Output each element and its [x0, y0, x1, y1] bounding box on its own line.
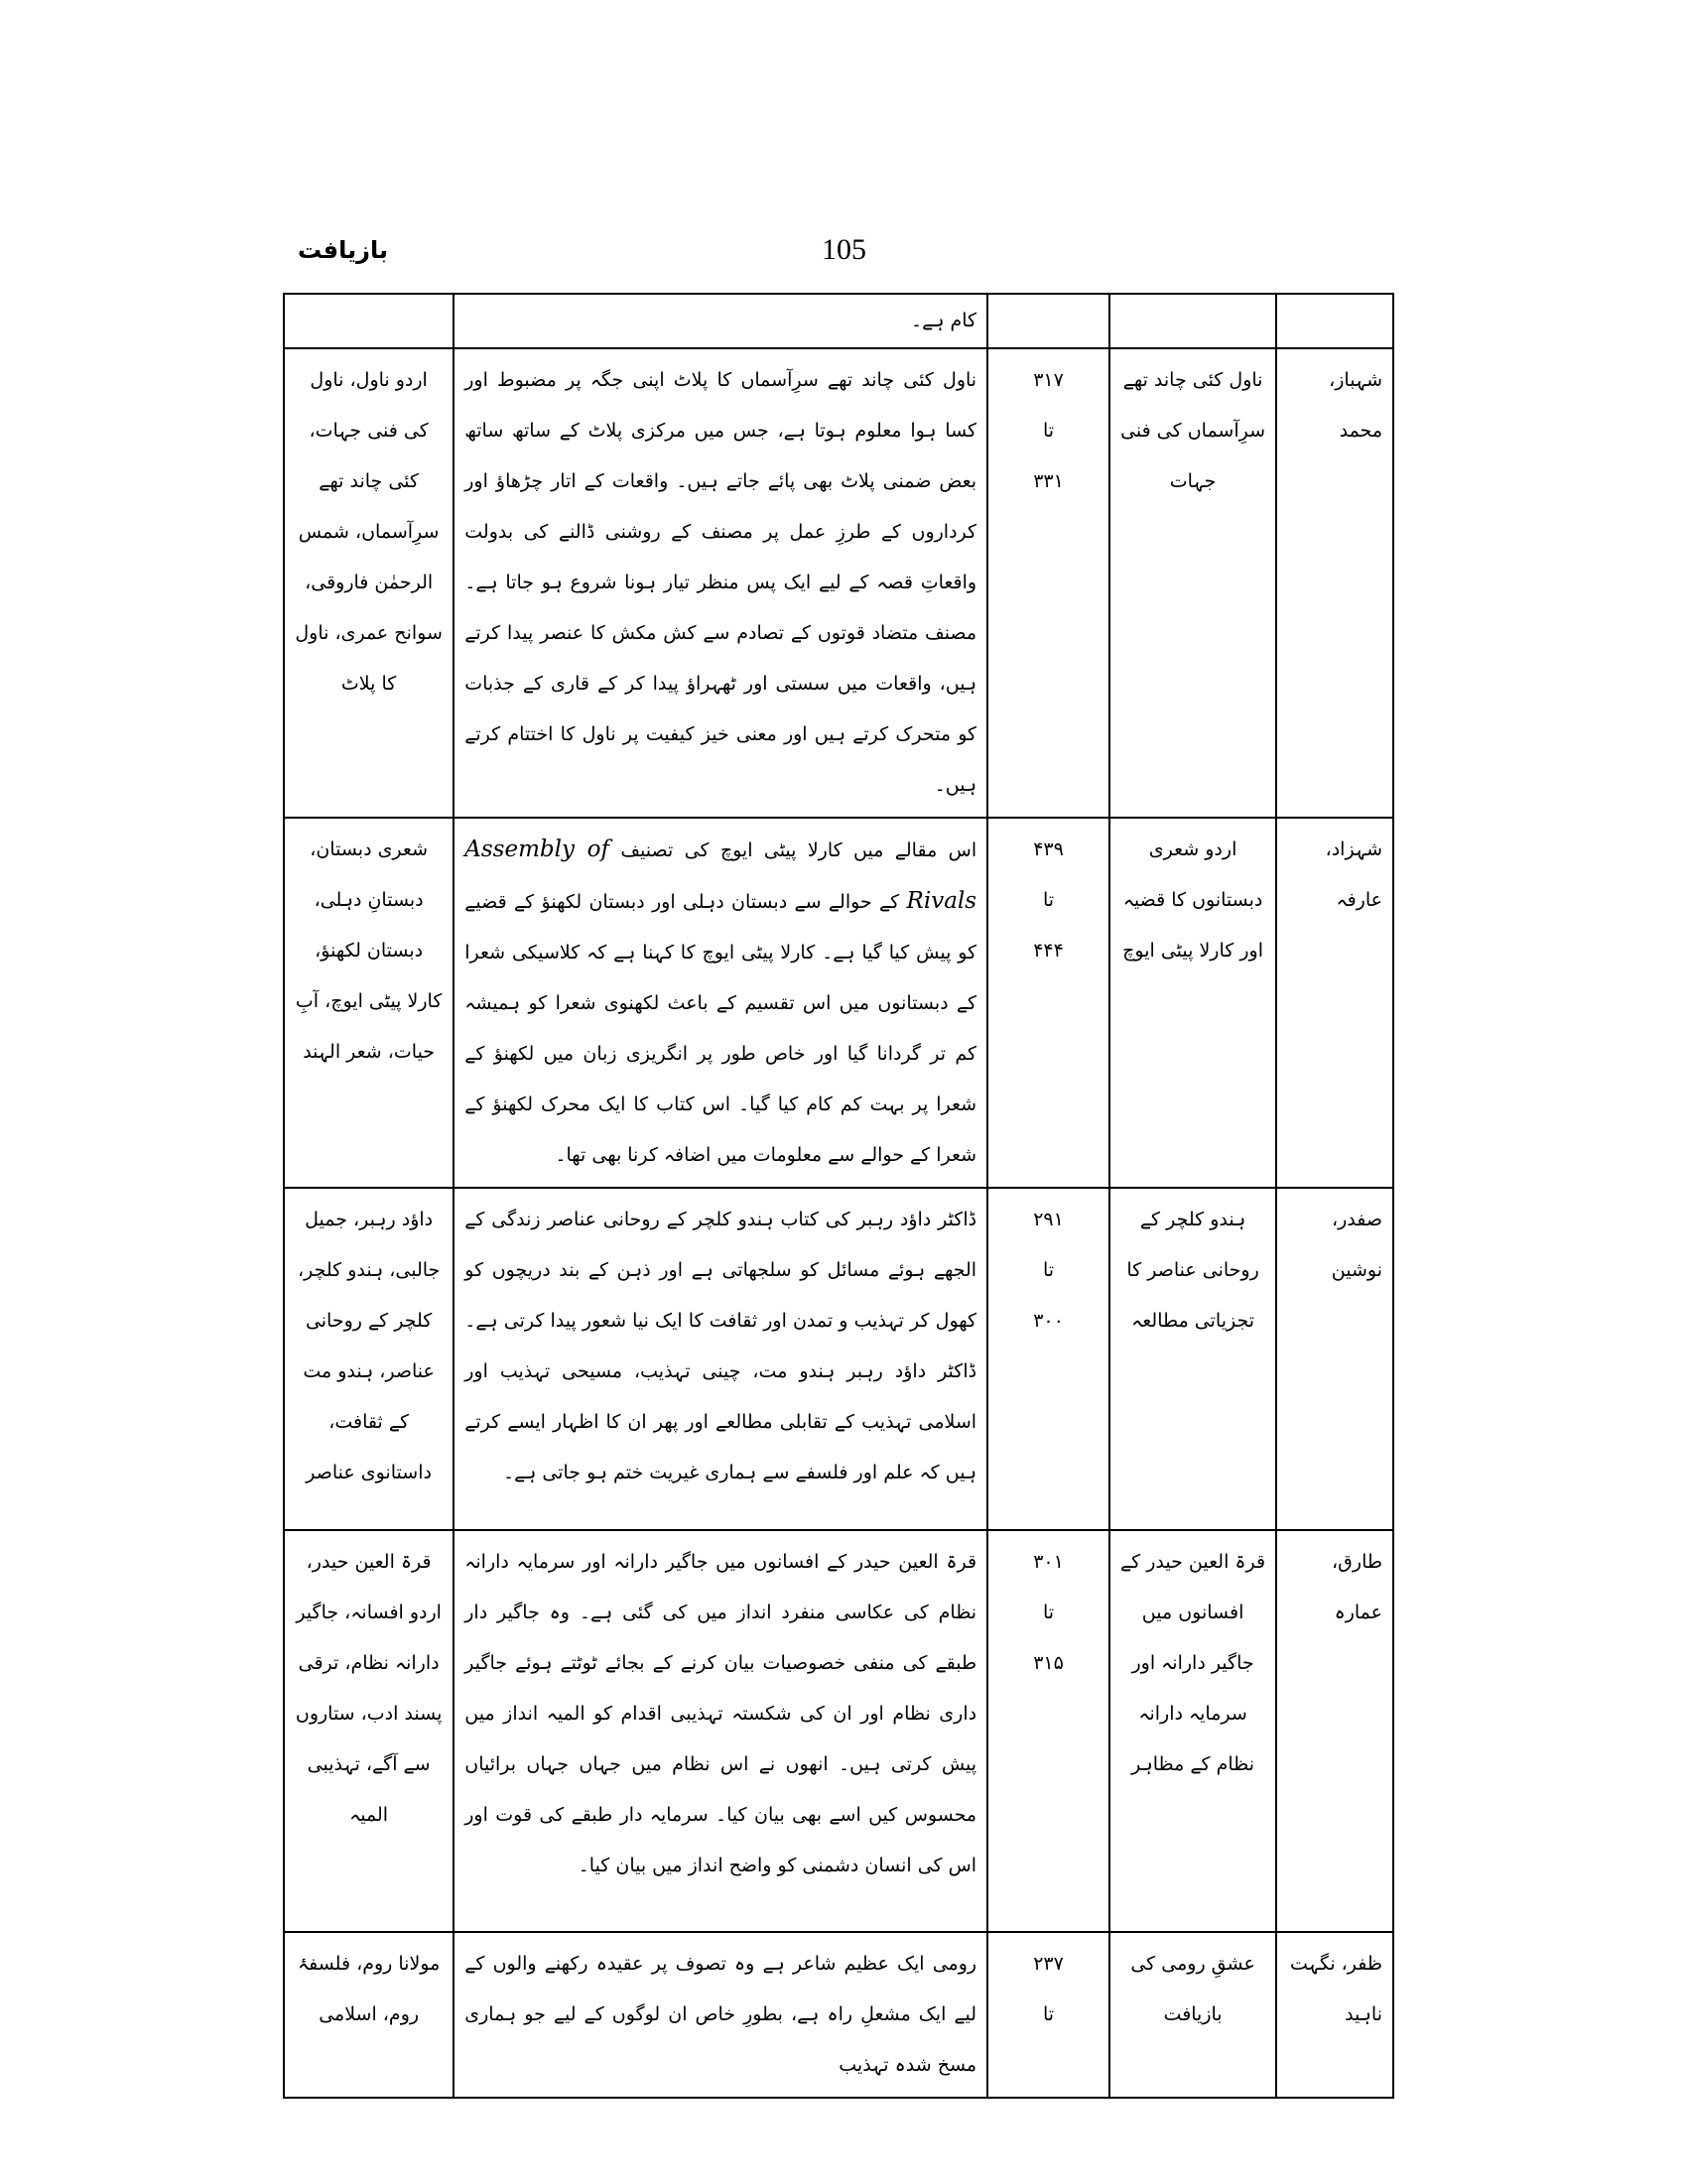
- author-cell: شہزاد، عارفہ: [1276, 818, 1393, 1188]
- keywords-cell: اردو ناول، ناول کی فنی جہات، کئی چاند تھے سرِآسماں، شمس الرحمٰن فاروقی، سوانح عمری، ناول کا پلاٹ: [284, 348, 454, 818]
- author-cell: [1276, 294, 1393, 348]
- pages-cell: [987, 1188, 1109, 1530]
- page-start: ۲۹۱: [1033, 1209, 1064, 1230]
- abstract-cell: قرۃ العین حیدر کے افسانوں میں جاگیر دارانہ اور سرمایہ دارانہ نظام کی عکاسی منفرد انداز میں کی گئی ہے۔ وہ جاگیر دار طبقے کی منفی خصوصیات بیان کرنے کے بجائے ٹوٹتے ہوئے جاگیر داری نظام اور ان کی شکستہ تہذیبی اقدام کو المیہ انداز میں پیش کرتی ہیں۔ انھوں نے اس نظام میں جہاں جہاں برائیاں محسوس کیں اسے بھی بیان کیا۔ سرمایہ دار طبقے کی قوت اور اس کی انسان دشمنی کو واضح انداز میں بیان کیا۔: [454, 1530, 987, 1932]
- keywords-cell: قرۃ العین حیدر، اردو افسانہ، جاگیر دارانہ نظام، ترقی پسند ادب، ستاروں سے آگے، تہذیبی المیہ: [284, 1530, 454, 1932]
- author-cell: صفدر، نوشین: [1276, 1188, 1393, 1530]
- page-start: ۴۳۹: [1033, 838, 1064, 860]
- table-row: [284, 1932, 1393, 2098]
- page-range-separator: تا: [1042, 1259, 1055, 1281]
- table-row: [284, 818, 1393, 1188]
- pages-cell: [987, 1530, 1109, 1932]
- title-cell: عشقِ رومی کی بازیافت: [1109, 1932, 1276, 2098]
- page-end: ۴۴۴: [1033, 940, 1064, 962]
- page-number: 105: [822, 233, 866, 266]
- pages-cell: [987, 348, 1109, 818]
- keywords-cell: مولانا روم، فلسفۂ روم، اسلامی: [284, 1932, 454, 2098]
- page-range-separator: تا: [1042, 2003, 1055, 2025]
- journal-title: بازیافت: [298, 236, 388, 264]
- bibliography-table: [283, 293, 1394, 2099]
- book-title-latin: Assembly of Rivals: [464, 836, 977, 914]
- page-start: ۲۳۷: [1033, 1953, 1064, 1975]
- title-cell: اردو شعری دبستانوں کا قضیہ اور کارلا پیٹی ایوچ: [1109, 818, 1276, 1188]
- abstract-cell: ناول کئی چاند تھے سرِآسماں کا پلاٹ اپنی جگہ پر مضبوط اور کسا ہوا معلوم ہوتا ہے، جس میں مرکزی پلاٹ کے ساتھ ساتھ بعض ضمنی پلاٹ بھی پائے جاتے ہیں۔ واقعات کے اتار چڑھاؤ اور کرداروں کے طرزِ عمل پر مصنف کے روشنی ڈالنے کی بدولت واقعاتِ قصہ کے لیے ایک پس منظر تیار ہونا شروع ہو جاتا ہے۔ مصنف متضاد قوتوں کے تصادم سے کش مکش کا عنصر پیدا کرتے ہیں، واقعات میں سستی اور ٹھہراؤ پیدا کر کے قاری کے جذبات کو متحرک کرتے ہیں اور معنی خیز کیفیت پر ناول کا اختتام کرتے ہیں۔: [454, 348, 987, 818]
- table-row: [284, 1188, 1393, 1530]
- title-cell: ناول کئی چاند تھے سرِآسماں کی فنی جہات: [1109, 348, 1276, 818]
- pages-cell: [987, 1932, 1109, 2098]
- table-row: [284, 348, 1393, 818]
- page-end: ۳۰۰: [1033, 1310, 1064, 1332]
- keywords-cell: داؤد رہبر، جمیل جالبی، ہندو کلچر، کلچر کے روحانی عناصر، ہندو مت کے ثقافت، داستانوی عناصر: [284, 1188, 454, 1530]
- page-range-separator: تا: [1042, 1602, 1055, 1623]
- title-cell: قرۃ العین حیدر کے افسانوں میں جاگیر دارانہ اور سرمایہ دارانہ نظام کے مظاہر: [1109, 1530, 1276, 1932]
- abstract-cell: ڈاکٹر داؤد رہبر کی کتاب ہندو کلچر کے روحانی عناصر زندگی کے الجھے ہوئے مسائل کو سلجھاتی ہے اور ذہن کے بند دریچوں کو کھول کر تہذیب و تمدن اور ثقافت کا ایک نیا شعور پیدا کرتی ہے۔ ڈاکٹر داؤد رہبر ہندو مت، چینی تہذیب، مسیحی تہذیب اور اسلامی تہذیب کے تقابلی مطالعے اور پھر ان کا اظہار ایسے کرتے ہیں کہ علم اور فلسفے سے ہماری غیریت ختم ہو جاتی ہے۔: [454, 1188, 987, 1530]
- pages-cell: [987, 294, 1109, 348]
- table-row-continuation: [284, 294, 1393, 348]
- title-cell: ہندو کلچر کے روحانی عناصر کا تجزیاتی مطالعہ: [1109, 1188, 1276, 1530]
- page-end: ۳۳۱: [1033, 470, 1064, 492]
- abstract-lead: اس مقالے میں کارلا پیٹی ایوچ کی تصنیف: [620, 839, 977, 861]
- pages-cell: [987, 818, 1109, 1188]
- page-range-separator: تا: [1042, 889, 1055, 911]
- page-end: ۳۱۵: [1033, 1652, 1064, 1674]
- keywords-cell: شعری دبستان، دبستانِ دہلی، دبستان لکھنؤ، کارلا پیٹی ایوچ، آبِ حیات، شعر الہند: [284, 818, 454, 1188]
- author-cell: ظفر، نگہت ناہید: [1276, 1932, 1393, 2098]
- keywords-cell: [284, 294, 454, 348]
- page-start: ۳۱۷: [1033, 369, 1064, 391]
- table-row: [284, 1530, 1393, 1932]
- author-cell: شہباز، محمد: [1276, 348, 1393, 818]
- abstract-cell: کام ہے۔: [454, 294, 987, 348]
- page-range-separator: تا: [1042, 420, 1055, 442]
- abstract-cell: [454, 818, 987, 1188]
- abstract-body: کے حوالے سے دبستان دہلی اور دبستان لکھنؤ کے قضیے کو پیش کیا گیا ہے۔ کارلا پیٹی ایوچ کا کہنا ہے کہ کلاسیکی شعرا کے دبستانوں میں اس تقسیم کے باعث لکھنوی شعرا کو ہمیشہ کم تر گردانا گیا اور خاص طور پر انگریزی زبان میں لکھنؤ کے شعرا پر بہت کم کام کیا گیا۔ اس کتاب کا ایک محرک لکھنؤ کے شعرا کے حوالے سے معلومات میں اضافہ کرنا بھی تھا۔: [464, 891, 977, 1166]
- page-start: ۳۰۱: [1033, 1551, 1064, 1573]
- title-cell: [1109, 294, 1276, 348]
- author-cell: طارق، عمارہ: [1276, 1530, 1393, 1932]
- abstract-cell: رومی ایک عظیم شاعر ہے وہ تصوف پر عقیدہ رکھنے والوں کے لیے ایک مشعلِ راہ ہے، بطورِ خاص ان لوگوں کے لیے جو ہماری مسخ شدہ تہذیب: [454, 1932, 987, 2098]
